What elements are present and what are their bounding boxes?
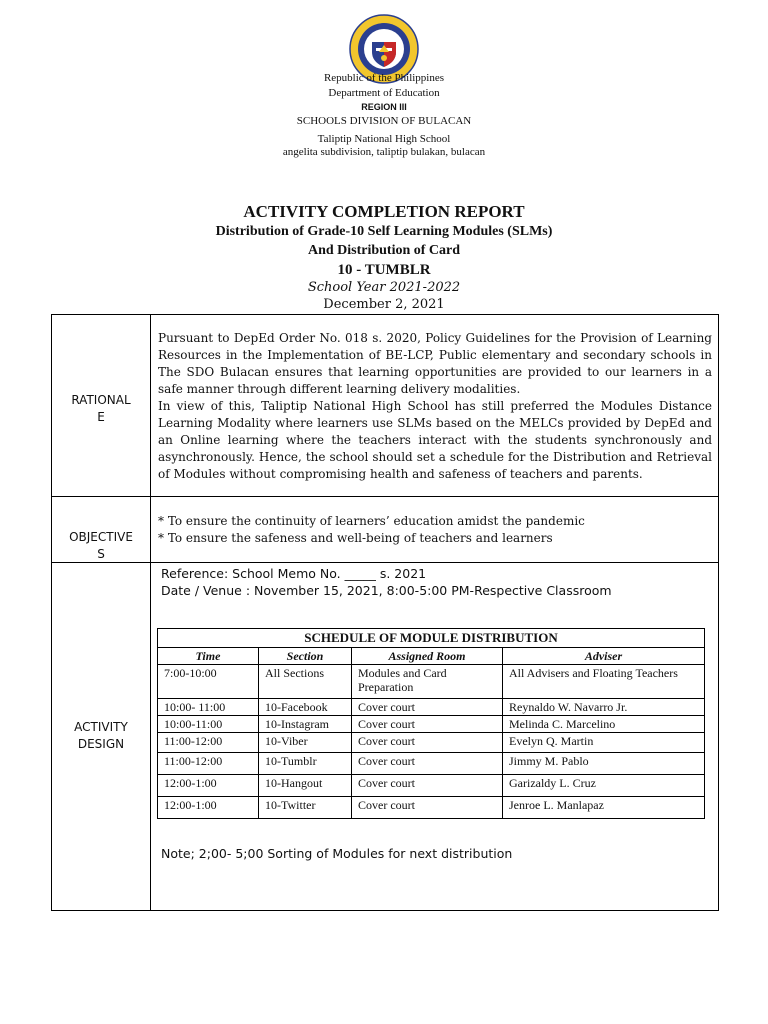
cell-section: 10-Hangout (259, 775, 352, 797)
cell-room: Modules and Card Preparation (352, 665, 503, 699)
activity-label-line2: DESIGN (77, 737, 125, 751)
date-venue: Date / Venue : November 15, 2021, 8:00-5:00 PM-Respective Classroom (161, 583, 612, 598)
header-adviser: Adviser (503, 648, 705, 665)
header-school-address: angelita subdivision, taliptip bulakan, bulacan (282, 146, 486, 158)
cell-adviser: Garizaldy L. Cruz (503, 775, 705, 797)
header-time: Time (158, 648, 259, 665)
row-divider-rationale (51, 496, 719, 497)
objectives-label-line1: OBJECTIVE (69, 530, 133, 544)
header-school-name: Taliptip National High School (317, 133, 451, 145)
row-divider-objectives (51, 562, 719, 563)
cell-time: 10:00- 11:00 (158, 699, 259, 716)
report-subtitle-1: Distribution of Grade-10 Self Learning Modules (SLMs) (215, 224, 553, 239)
cell-adviser: Reynaldo W. Navarro Jr. (503, 699, 705, 716)
schedule-caption: SCHEDULE OF MODULE DISTRIBUTION (158, 629, 705, 648)
cell-section: 10-Instagram (259, 716, 352, 733)
header-division: SCHOOLS DIVISION OF BULACAN (296, 115, 472, 127)
objectives-label-line2: S (97, 547, 105, 561)
cell-time: 11:00-12:00 (158, 733, 259, 753)
cell-adviser: All Advisers and Floating Teachers (503, 665, 705, 699)
cell-section: 10-Tumblr (259, 753, 352, 775)
rationale-label-line2: E (97, 410, 105, 424)
cell-adviser: Melinda C. Marcelino (503, 716, 705, 733)
cell-section: 10-Twitter (259, 797, 352, 819)
activity-note: Note; 2;00- 5;00 Sorting of Modules for next distribution (161, 846, 513, 861)
header-republic: Republic of the Philippines (323, 72, 445, 84)
cell-time: 12:00-1:00 (158, 797, 259, 819)
cell-room: Cover court (352, 775, 503, 797)
table-row (158, 797, 705, 819)
cell-adviser: Jenroe L. Manlapaz (503, 797, 705, 819)
cell-time: 7:00-10:00 (158, 665, 259, 699)
table-column-divider (150, 314, 151, 911)
cell-room: Cover court (352, 733, 503, 753)
cell-section: All Sections (259, 665, 352, 699)
rationale-label-line1: RATIONAL (71, 393, 131, 407)
objective-item: * To ensure the safeness and well-being of teachers and learners (158, 531, 553, 545)
header-section: Section (259, 648, 352, 665)
table-row (158, 665, 705, 699)
report-school-year: School Year 2021-2022 (307, 280, 461, 295)
header-department: Department of Education (328, 87, 440, 99)
activity-label-line1: ACTIVITY (74, 720, 128, 734)
cell-room: Cover court (352, 797, 503, 819)
report-subtitle-2: And Distribution of Card (307, 243, 461, 258)
table-row (158, 699, 705, 716)
rationale-paragraph-2: In view of this, Taliptip National High School has still preferred the Modules Distance Learning Modality where learners use SLMs based on the MELCs provided by DepEd and an Online learning where the teachers interact with the students synchronously and asynchronously. Hence, the school should set a schedule for the Distribution and Retrieval of Modules without compromising health and safeness of teachers and parents. (158, 399, 712, 481)
cell-adviser: Evelyn Q. Martin (503, 733, 705, 753)
table-row (158, 716, 705, 733)
cell-section: 10-Viber (259, 733, 352, 753)
rationale-paragraph-1: Pursuant to DepEd Order No. 018 s. 2020, Policy Guidelines for the Provision of Learning Resources in the Implementation of BE-LCP, Public elementary and secondary schools in The SDO Bulacan ensures that learning opportunities are provided to our learners in a safe manner through different learning delivery modalities. (158, 331, 712, 396)
table-row (158, 775, 705, 797)
table-row (158, 733, 705, 753)
header-assigned-room: Assigned Room (352, 648, 503, 665)
cell-time: 12:00-1:00 (158, 775, 259, 797)
header-region: REGION III (361, 102, 407, 112)
schedule-table (157, 628, 705, 819)
rationale-text (158, 330, 712, 483)
cell-room: Cover court (352, 699, 503, 716)
report-title: ACTIVITY COMPLETION REPORT (243, 202, 525, 221)
report-date: December 2, 2021 (323, 297, 445, 312)
cell-time: 11:00-12:00 (158, 753, 259, 775)
cell-adviser: Jimmy M. Pablo (503, 753, 705, 775)
activity-design-label (52, 719, 150, 753)
reference-memo: Reference: School Memo No. _____ s. 2021 (161, 566, 427, 581)
cell-section: 10-Facebook (259, 699, 352, 716)
cell-room: Cover court (352, 753, 503, 775)
activity-reference (161, 565, 612, 599)
cell-time: 10:00-11:00 (158, 716, 259, 733)
objective-item: * To ensure the continuity of learners’ education amidst the pandemic (158, 514, 585, 528)
objectives-list (158, 513, 585, 547)
objectives-label (52, 529, 150, 563)
table-row (158, 753, 705, 775)
rationale-label (52, 392, 150, 426)
cell-room: Cover court (352, 716, 503, 733)
report-section: 10 - TUMBLR (337, 262, 431, 278)
